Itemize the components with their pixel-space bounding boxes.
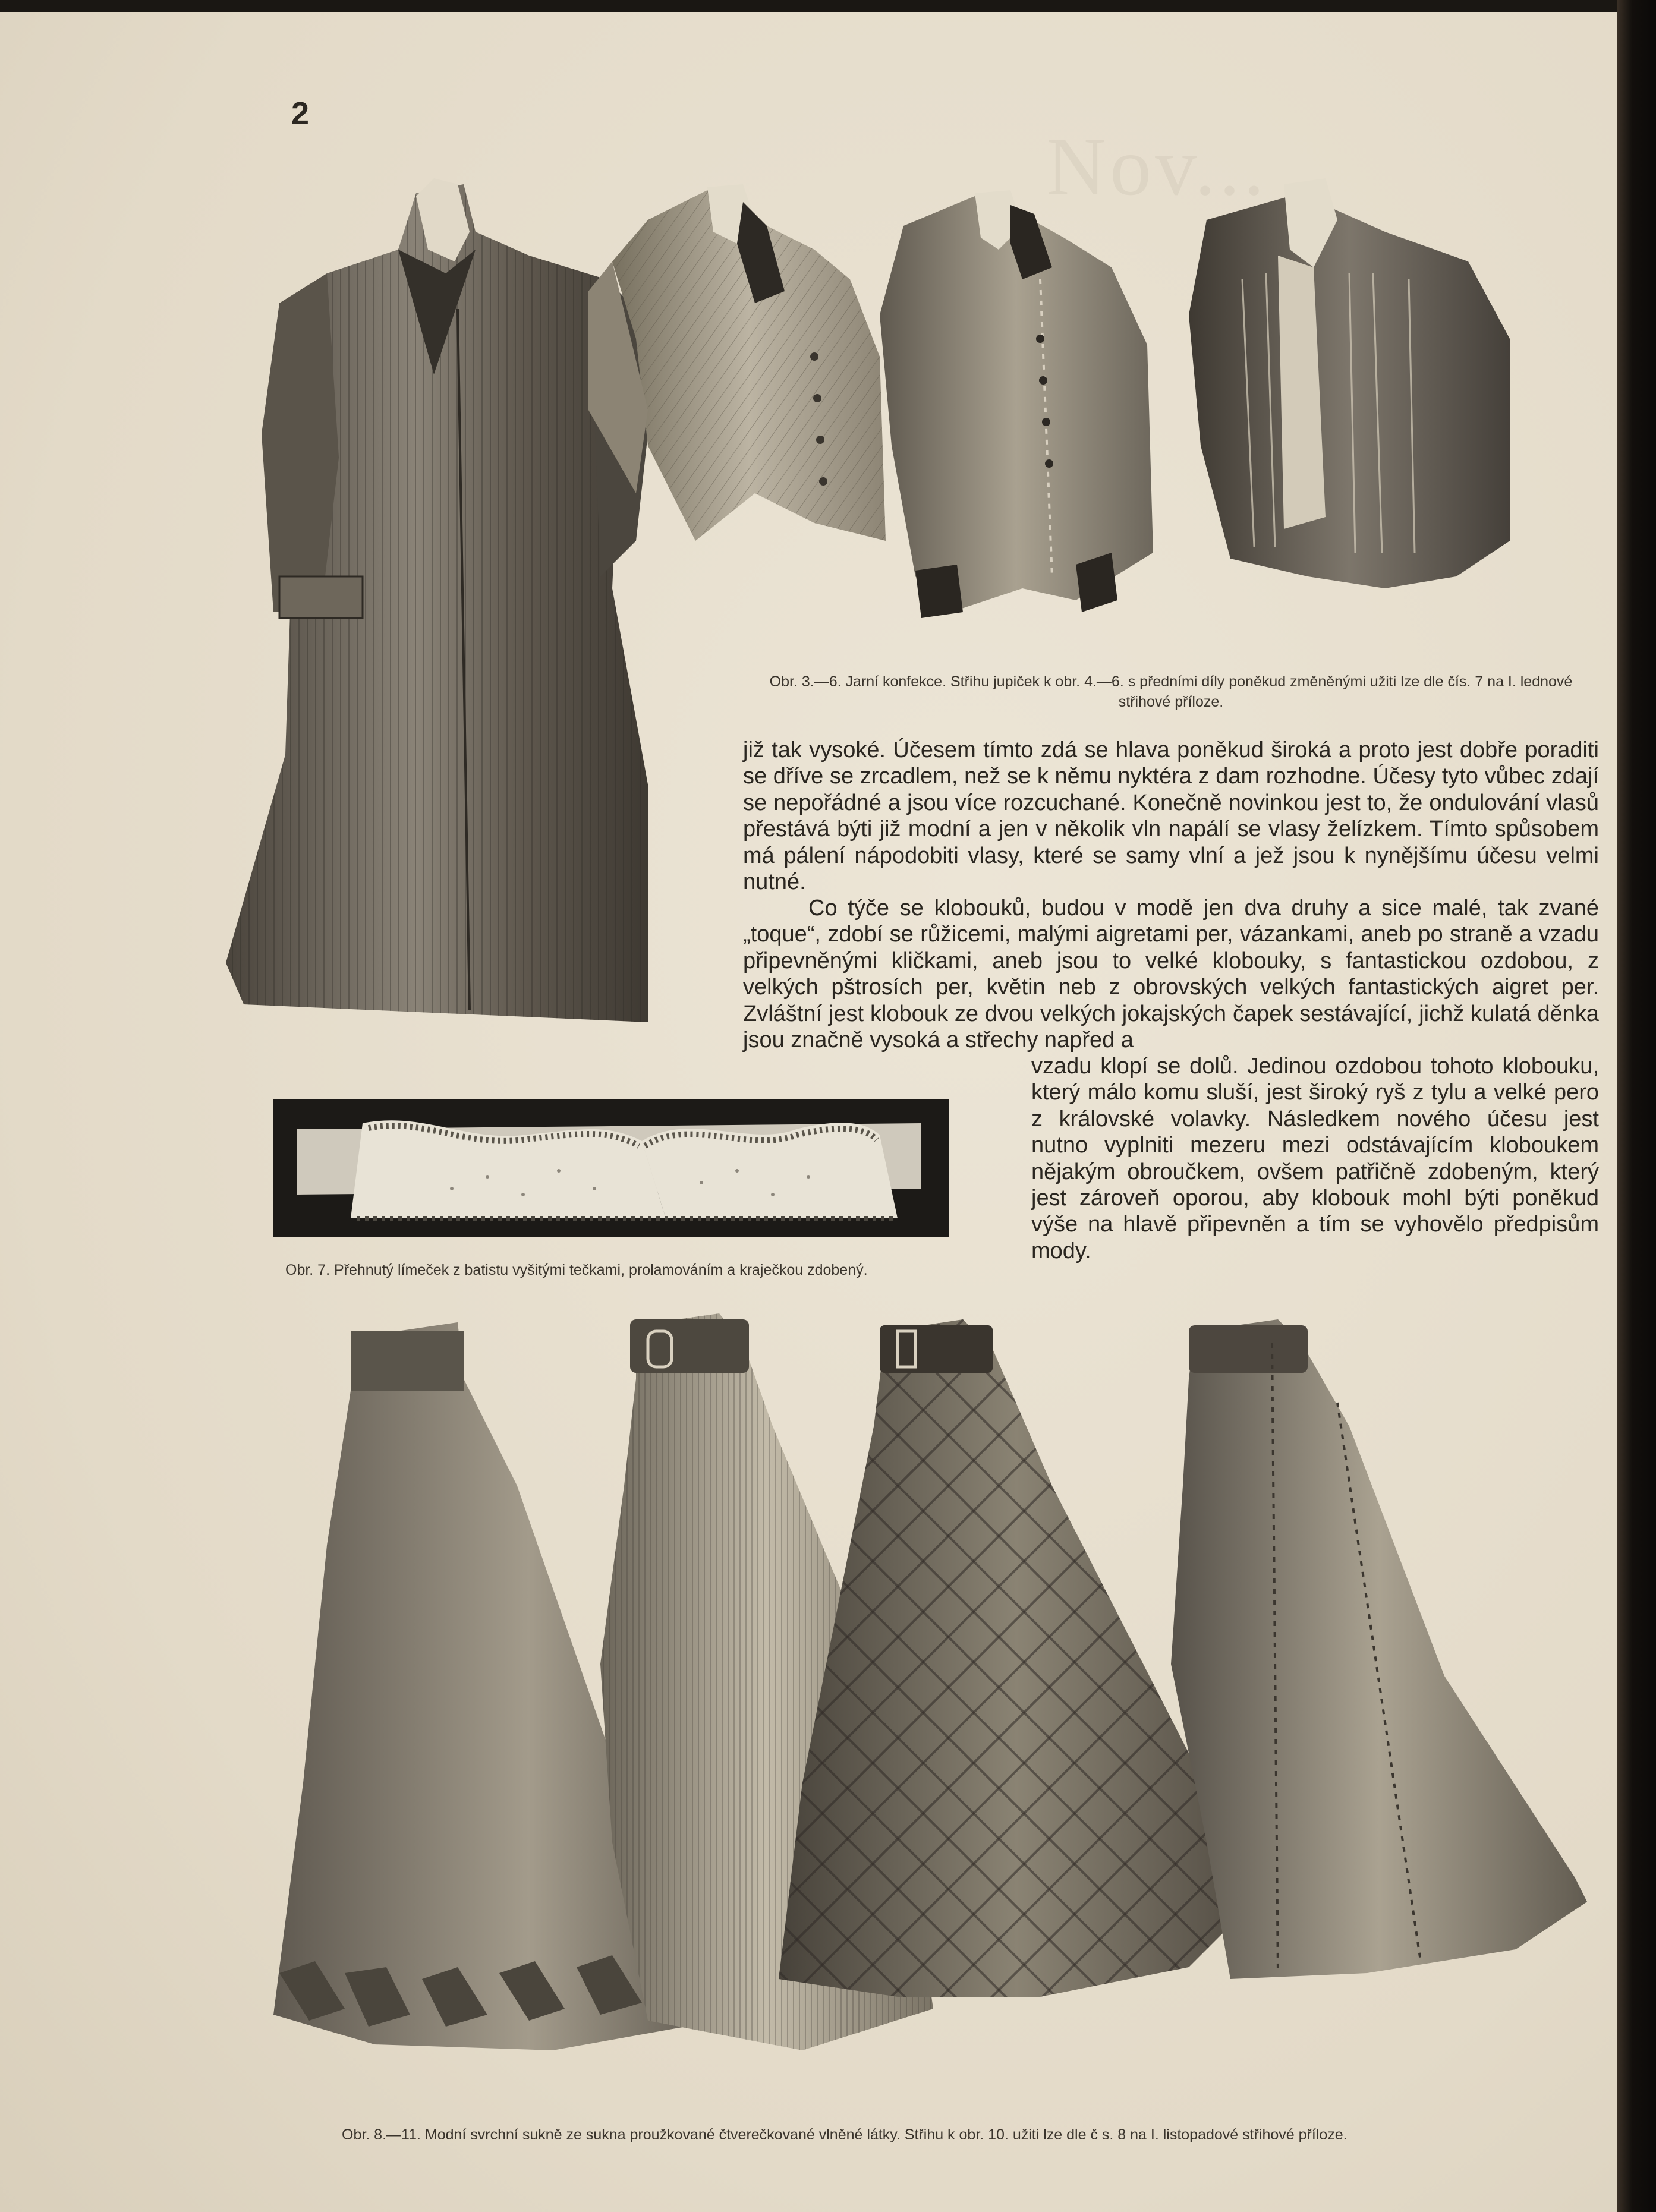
collar-caption: Obr. 7. Přehnutý límeček z batistu vyšitými tečkami, prolamováním a kraječkou zdobený. (285, 1262, 868, 1278)
jacket-figure-4 (1189, 178, 1510, 588)
long-coat-figure (226, 178, 648, 1022)
skirts-caption: Obr. 8.—11. Modní svrchní sukně ze sukna proužkované čtverečkované vlněné látky. Střihu k obr. 10. užiti lze dle č s. 8 na I. listopadové střihové příloze. (342, 2126, 1348, 2143)
page-number: 2 (291, 96, 310, 131)
skirt-figure-11 (1171, 1319, 1587, 1979)
binding-gutter (1617, 0, 1656, 2212)
article-paragraph-1: již tak vysoké. Účesem tímto zdá se hlava poněkud široká a proto jest dobře poraditi se dříve se zrcadlem, než se k němu nyktéra z dam rozhodne. Účesy tyto vůbec zdají se nepořádné a jsou více rozcuchané. Konečně novinkou jest to, že ondulování vlasů přestává býti již modní a jen v několik vln napálí se vlasy želízkem. Tímto spůsobem má pálení nápodobiti vlasy, které se samy vlní a jež jsou k nynějšímu účesu velmi nutné. (743, 738, 1599, 895)
article-paragraph-2: Co týče se klobouků, budou v modě jen dva druhy a sice malé, tak zvané „toque“, zdobí se růžicemi, malými aigretami per, vázankami, aneb po straně a vzadu připevněnými kličkami, aneb jsou to velké klobouky, s fantastickou ozdobou, z velkých pštrosích per, květin neb z obrovských velkých fantastických aigret per. Zvláštní jest klobouk ze dvou velkých jokajských čapek sestávající, jichž kulatá děnka jsou značně vysoká a střechy napřed a (743, 896, 1599, 1053)
jackets-caption: Obr. 3.—6. Jarní konfekce. Střihu jupiček k obr. 4.—6. s předními díly poněkud změněnými užiti lze dle čís. 7 na I. lednové střihové příloze. (769, 673, 1573, 710)
header-ghost-title: Nov... (1046, 121, 1268, 213)
article-paragraph-2-continued: vzadu klopí se dolů. Jedinou ozdobou tohoto klobouku, který málo komu sluší, jest široký ryš z tylu a velké pero z královské volavky. Následkem nového účesu jest nutno vyplniti mezeru mezi odstávajícím kloboukem nějakým obroučkem, ovšem patřičně zdobeným, který jest zároveň oporou, aby klobouk mohl býti poněkud výše na hlavě připevněn a tím se vyhovělo předpisům mody. (1031, 1054, 1599, 1263)
skirts-illustration (267, 1307, 1593, 2080)
jacket-figure-2 (588, 184, 886, 541)
magazine-page (0, 12, 1617, 2212)
jacket-figure-3 (880, 190, 1153, 618)
collar-illustration (273, 1099, 949, 1237)
